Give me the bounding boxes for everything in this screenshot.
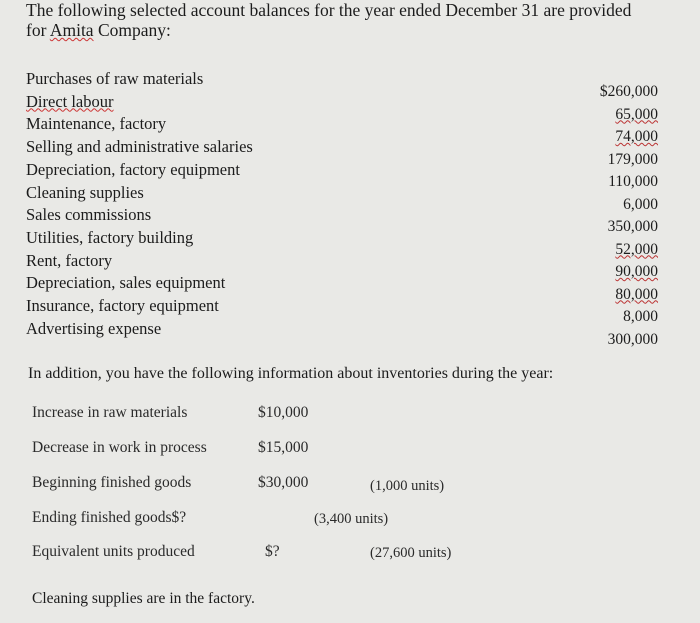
inventory-label: Equivalent units produced [32,543,195,560]
account-value: 80,000 [615,285,658,303]
intro-suffix: Company: [93,20,171,40]
account-value: 300,000 [607,330,658,348]
account-label: Cleaning supplies [26,182,144,202]
account-value: 6,000 [623,195,658,213]
inventory-units: (27,600 units) [370,545,452,561]
account-label: Purchases of raw materials [26,69,204,88]
company-name: Amita [49,20,94,40]
inventory-amount: $30,000 [258,474,309,491]
account-label: Depreciation, sales equipment [26,273,226,293]
inventory-amount: $15,000 [258,439,309,456]
intro-line-2 [26,20,696,40]
inventory-units: (1,000 units) [370,478,445,494]
account-value: 8,000 [623,308,658,325]
account-labels [26,68,253,340]
problem-intro [26,0,696,40]
account-label: Insurance, factory equipment [26,296,219,316]
inventory-label: Ending finished goods$? [32,509,187,526]
inventory-amount: $? [265,543,280,560]
account-value: 52,000 [615,240,658,258]
account-value: 110,000 [608,173,658,190]
additional-info: In addition, you have the following information about inventories during the year: [28,365,554,382]
account-value: 90,000 [615,263,658,280]
inventory-units: (3,400 units) [314,511,389,527]
inventory-label: Increase in raw materials [32,404,188,421]
intro-line-1: The following selected account balances for the year ended December 31 are provided [26,0,632,20]
account-label: Direct labour [26,91,114,111]
account-label: Sales commissions [26,205,152,225]
account-label: Maintenance, factory [26,114,167,134]
account-value: 74,000 [615,128,658,145]
footer-note: Cleaning supplies are in the factory. [32,590,255,607]
inventory-amount: $10,000 [258,404,309,421]
account-value: 350,000 [607,218,658,235]
inventory-label: Beginning finished goods [32,474,192,491]
account-value: 65,000 [615,105,658,123]
account-label: Rent, factory [26,250,113,270]
inventory-label: Decrease in work in process [32,439,207,456]
account-value: 179,000 [607,150,658,168]
account-value: $260,000 [599,83,658,100]
account-label: Advertising expense [26,318,162,338]
account-values [600,81,658,351]
intro-prefix: for [26,20,50,40]
account-label: Utilities, factory building [26,227,194,247]
account-label: Depreciation, factory equipment [26,159,240,179]
account-label: Selling and administrative salaries [26,137,253,157]
